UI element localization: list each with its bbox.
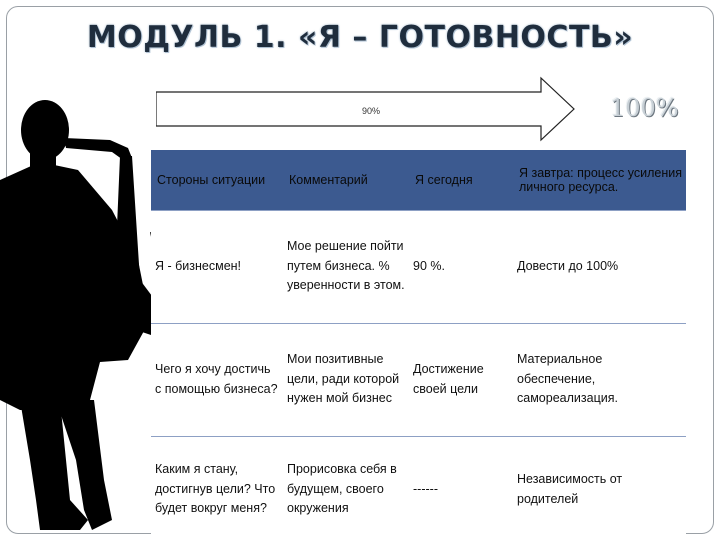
table-row bbox=[151, 323, 686, 436]
table-cell: Чего я хочу достичь с помощью бизнеса? bbox=[151, 323, 283, 436]
table-cell: ------ bbox=[409, 436, 513, 543]
header-cell: Стороны ситуации bbox=[151, 150, 283, 210]
header-cell: Я сегодня bbox=[409, 150, 513, 210]
header-cell: Комментарий bbox=[283, 150, 409, 210]
table-cell: Я - бизнесмен! bbox=[151, 210, 283, 323]
table-header-row bbox=[151, 150, 686, 210]
table-cell: Материальное обеспечение, самореализация. bbox=[513, 323, 686, 436]
table-cell: Каким я стану, достигнув цели? Что будет вокруг меня? bbox=[151, 436, 283, 543]
table-cell: Достижение своей цели bbox=[409, 323, 513, 436]
table-row bbox=[151, 436, 686, 543]
table-cell: Независимость от родителей bbox=[513, 436, 686, 543]
arrow-label: 90% bbox=[362, 106, 381, 116]
slide-title: МОДУЛЬ 1. «Я – ГОТОВНОСТЬ» bbox=[86, 20, 634, 55]
table-cell: Мои позитивные цели, ради которой нужен мой бизнес bbox=[283, 323, 409, 436]
table-cell: Довести до 100% bbox=[513, 210, 686, 323]
table-row bbox=[151, 210, 686, 323]
table-cell: 90 %. bbox=[409, 210, 513, 323]
table-cell: Мое решение пойти путем бизнеса. % уверенности в этом. bbox=[283, 210, 409, 323]
readiness-table bbox=[151, 150, 686, 543]
table-cell: Прорисовка себя в будущем, своего окружения bbox=[283, 436, 409, 543]
header-cell: Я завтра: процесс усиления личного ресурса. bbox=[513, 150, 686, 210]
target-percent: 100% bbox=[610, 94, 679, 122]
